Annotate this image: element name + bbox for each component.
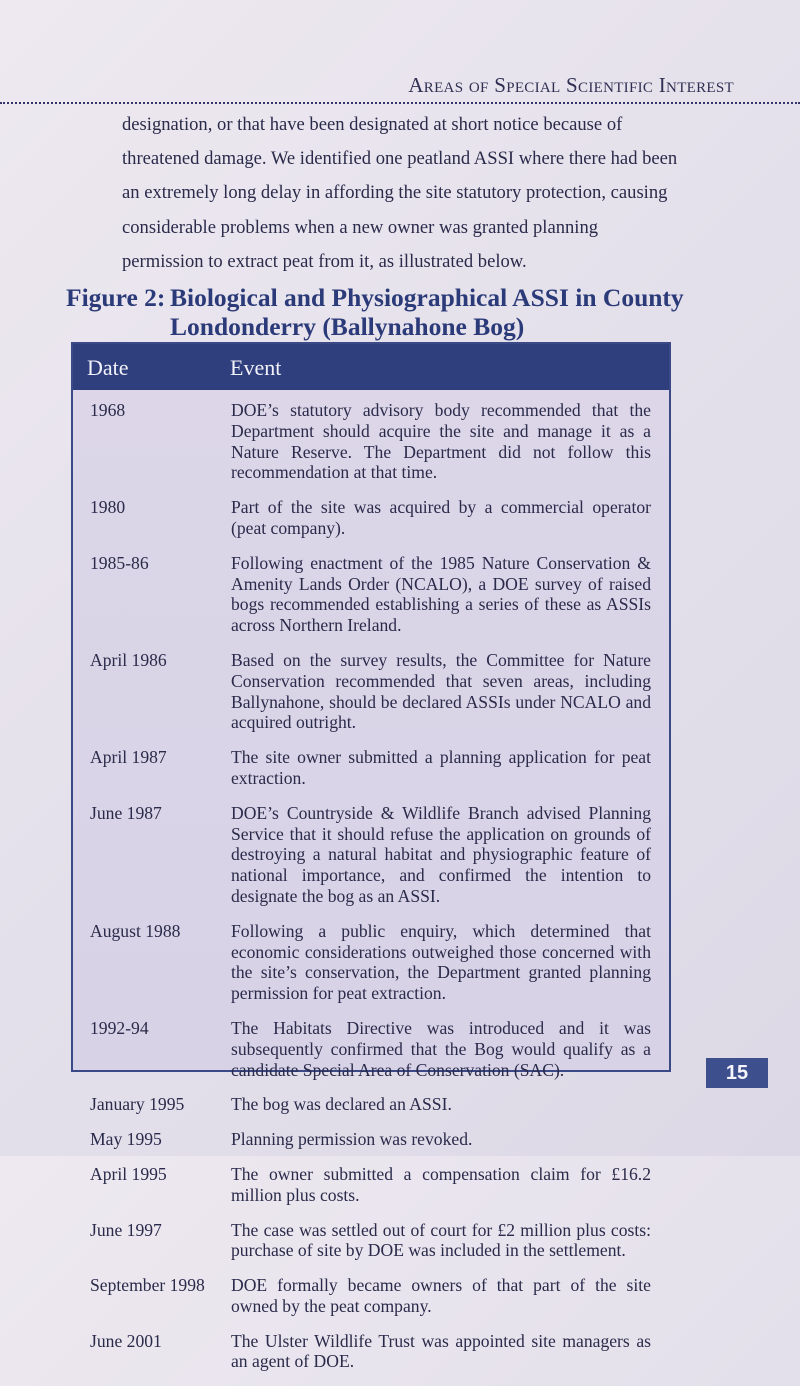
row-date: April 1995	[90, 1163, 167, 1184]
row-date: April 1987	[90, 747, 167, 768]
row-date: 1992-94	[90, 1017, 149, 1038]
table-row	[73, 1094, 669, 1115]
intro-paragraph: designation, or that have been designated at short notice because of threatened damage. We identified one peatland ASSI where there had been an extremely long delay in affording the site statutory protection, causing considerable problems when a new owner was granted planning permission to extract peat from it, as illustrated below.	[122, 114, 678, 272]
row-date: 1968	[90, 400, 126, 420]
table-row	[73, 803, 669, 907]
table-row	[73, 497, 669, 539]
table-row	[73, 1331, 669, 1373]
figure-label: Figure 2:	[66, 283, 166, 312]
table-row	[73, 747, 669, 789]
header-rule	[0, 102, 800, 104]
row-event: Planning permission was revoked.	[231, 1129, 473, 1150]
row-date: August 1988	[90, 920, 181, 941]
row-event: Part of the site was acquired by a commercial operator (peat company).	[231, 497, 651, 538]
row-event: The Ulster Wildlife Trust was appointed site managers as an agent of DOE.	[231, 1330, 651, 1372]
row-event: The bog was declared an ASSI.	[231, 1094, 452, 1115]
row-date: 1985-86	[90, 552, 149, 573]
row-event: The site owner submitted a planning application for peat extraction.	[231, 747, 651, 788]
table-row	[73, 650, 669, 733]
row-event: Following enactment of the 1985 Nature Conservation & Amenity Lands Order (NCALO), a DOE survey of raised bogs recommended establishing a series of these as ASSIs across Northern Ireland.	[231, 552, 651, 636]
row-event: The Habitats Directive was introduced and it was subsequently confirmed that the Bog would qualify as a candidate Special Area of Conservation (SAC).	[231, 1017, 651, 1080]
table-row	[73, 1129, 669, 1150]
row-date: June 1997	[90, 1219, 162, 1240]
table-row	[73, 400, 669, 483]
row-event: The case was settled out of court for £2 million plus costs: purchase of site by DOE was included in the settlement.	[231, 1219, 651, 1261]
row-event: Following a public enquiry, which determined that economic considerations outweighed those concerned with the site’s conservation, the Department granted planning permission for peat extraction.	[231, 920, 651, 1004]
row-date: June 1987	[90, 802, 162, 823]
row-date: January 1995	[90, 1094, 185, 1115]
table-row	[73, 1220, 669, 1262]
table-row	[73, 1275, 669, 1317]
table-row	[73, 1018, 669, 1080]
column-header-date: Date	[87, 355, 129, 380]
row-date: May 1995	[90, 1129, 162, 1150]
table-row	[73, 1164, 669, 1206]
row-date: 1980	[90, 497, 126, 518]
row-event: DOE’s Countryside & Wildlife Branch advised Planning Service that it should refuse the application on grounds of destroying a natural habitat and physiographic feature of national importance, and confirmed the intention to designate the bog as an ASSI.	[231, 802, 651, 906]
table-body	[73, 400, 669, 1386]
row-date: April 1986	[90, 649, 167, 670]
row-event: Based on the survey results, the Committee for Nature Conservation recommended that seven areas, including Ballynahone, should be declared ASSIs under NCALO and acquired outright.	[231, 649, 651, 733]
events-table	[71, 342, 671, 1372]
table-row	[73, 921, 669, 1004]
page-number: 15	[706, 1058, 768, 1088]
row-event: The owner submitted a compensation claim for £16.2 million plus costs.	[231, 1163, 651, 1205]
figure-title: Biological and Physiographical ASSI in County Londonderry (Ballynahone Bog)	[170, 283, 684, 341]
running-header: Areas of Special Scientific Interest	[408, 73, 734, 97]
row-date: June 2001	[90, 1330, 162, 1351]
row-event: DOE’s statutory advisory body recommended that the Department should acquire the site and manage it as a Nature Reserve. The Department did not follow this recommendation at that time.	[231, 400, 651, 483]
table-row	[73, 553, 669, 636]
table-header	[73, 344, 669, 390]
column-header-event: Event	[230, 355, 282, 380]
row-date: September 1998	[90, 1275, 205, 1296]
row-event: DOE formally became owners of that part of the site owned by the peat company.	[231, 1275, 651, 1316]
